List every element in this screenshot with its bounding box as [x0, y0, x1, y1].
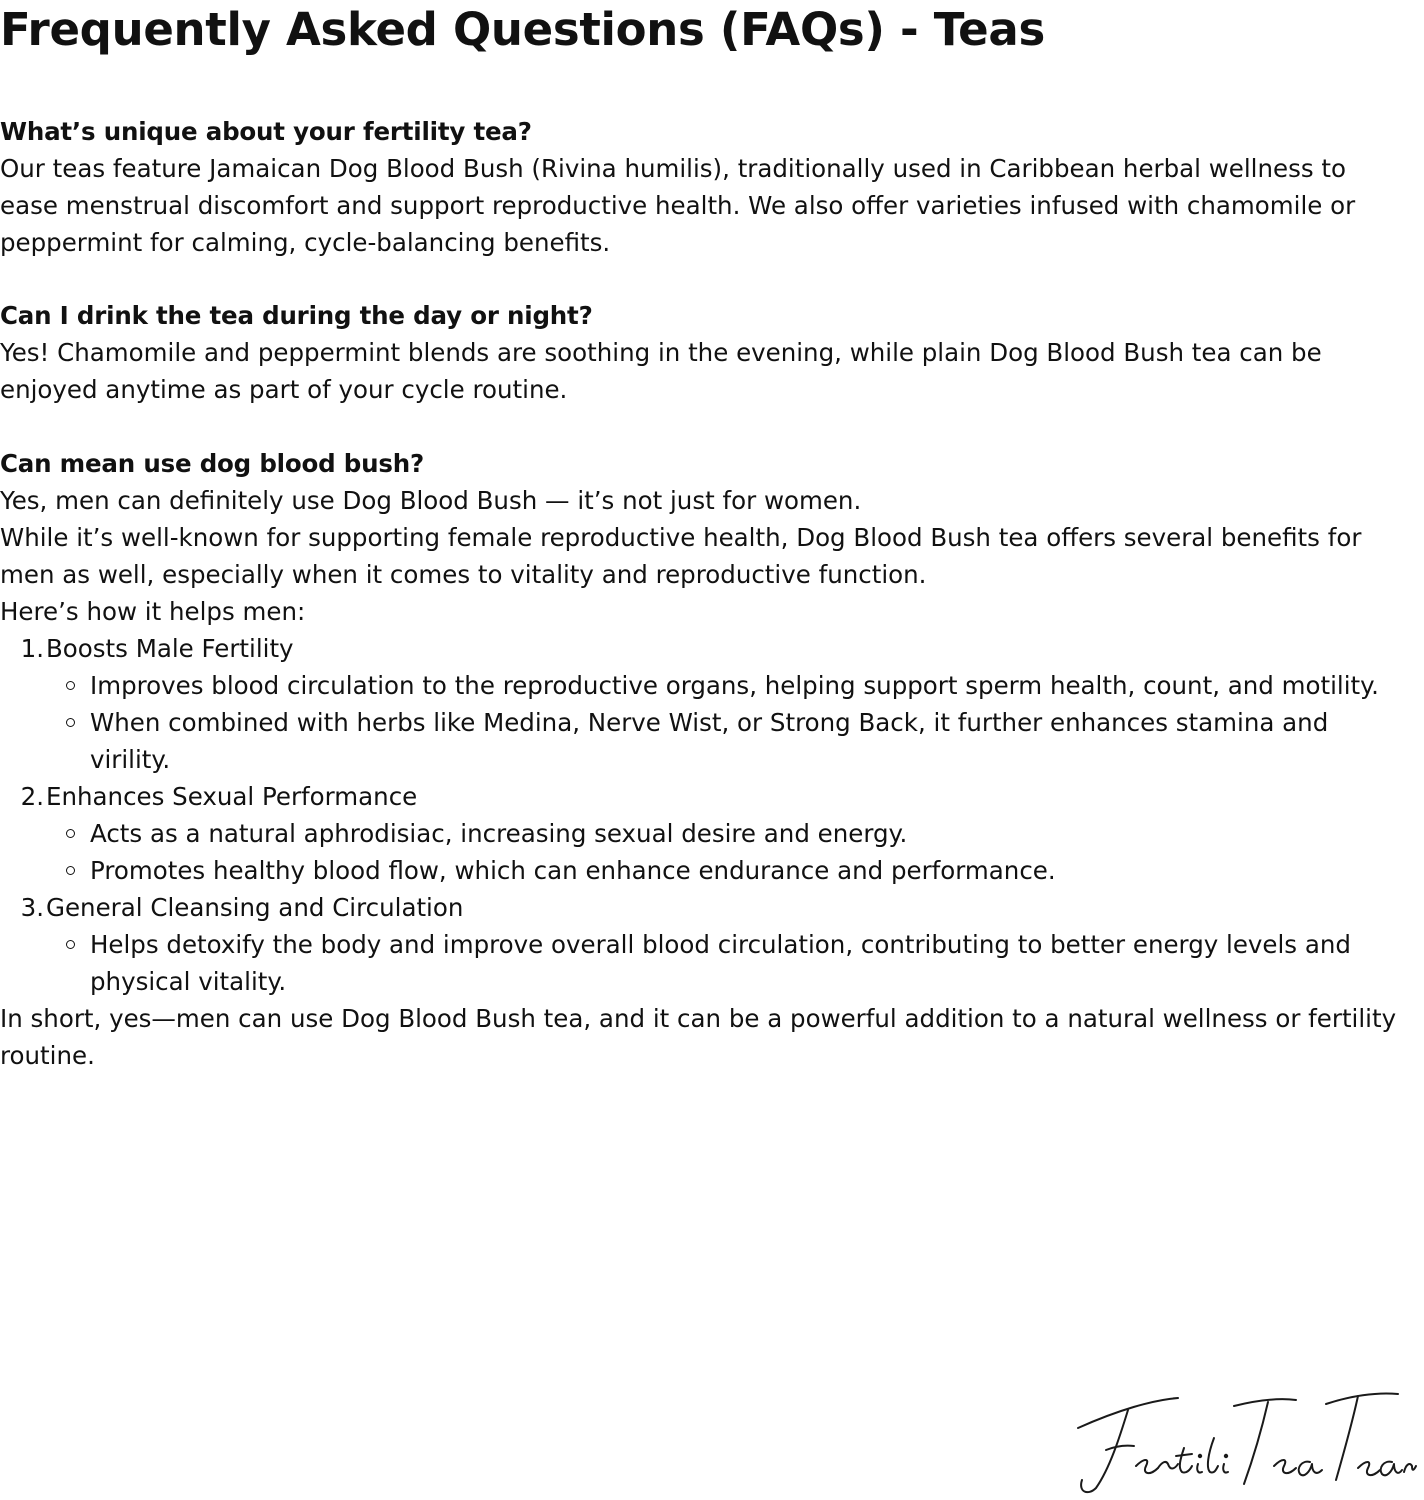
reason-item: [0, 889, 1400, 926]
faq-item-men: [0, 445, 1400, 1074]
reason-title: General Cleansing and Circulation: [46, 893, 464, 922]
reason-point-text: Promotes healthy blood flow, which can enhance endurance and performance.: [90, 856, 1056, 885]
reason-point: [0, 926, 1400, 1000]
page-title: Frequently Asked Questions (FAQs) - Teas: [0, 3, 1045, 56]
circle-bullet-icon: [66, 718, 75, 727]
reason-point: [0, 667, 1400, 704]
reason-number: 1.: [20, 634, 44, 663]
reason-point-text: Helps detoxify the body and improve overall blood circulation, contributing to better energy levels and physical vitality.: [90, 930, 1351, 996]
circle-bullet-icon: [66, 681, 75, 690]
reason-number: 3.: [20, 893, 44, 922]
faq-answer: Yes! Chamomile and peppermint blends are soothing in the evening, while plain Dog Blood Bush tea can be enjoyed anytime as part of your cycle routine.: [0, 338, 1322, 404]
faq-conclusion: In short, yes—men can use Dog Blood Bush tea, and it can be a powerful addition to a natural wellness or fertility routine.: [0, 1004, 1397, 1070]
signature-icon: [1058, 1388, 1418, 1498]
faq-item-unique: [0, 113, 1400, 261]
reason-item: [0, 778, 1400, 815]
circle-bullet-icon: [66, 866, 75, 875]
faq-question: What’s unique about your fertility tea?: [0, 117, 532, 146]
faq-answer-intro: While it’s well-known for supporting female reproductive health, Dog Blood Bush tea offers several benefits for men as well, especially when it comes to vitality and reproductive function.: [0, 523, 1362, 589]
faq-item-day-night: [0, 297, 1400, 408]
faq-answer-intro: Here’s how it helps men:: [0, 597, 306, 626]
reason-point-text: Improves blood circulation to the reproductive organs, helping support sperm health, count, and motility.: [90, 671, 1379, 700]
reason-title: Boosts Male Fertility: [46, 634, 294, 663]
faq-question: Can mean use dog blood bush?: [0, 449, 425, 478]
circle-bullet-icon: [66, 940, 75, 949]
reason-title: Enhances Sexual Performance: [46, 782, 418, 811]
reason-point-text: Acts as a natural aphrodisiac, increasing sexual desire and energy.: [90, 819, 908, 848]
reason-item: [0, 630, 1400, 667]
reason-point-text: When combined with herbs like Medina, Nerve Wist, or Strong Back, it further enhances stamina and virility.: [90, 708, 1329, 774]
faq-answer-intro: Yes, men can definitely use Dog Blood Bush — it’s not just for women.: [0, 486, 862, 515]
reason-point: [0, 704, 1400, 778]
circle-bullet-icon: [66, 829, 75, 838]
reason-point: [0, 852, 1400, 889]
reason-point: [0, 815, 1400, 852]
faq-answer: Our teas feature Jamaican Dog Blood Bush (Rivina humilis), traditionally used in Caribbean herbal wellness to ease menstrual discomfort and support reproductive health. We also offer varieties infused with chamomile or peppermint for calming, cycle-balancing benefits.: [0, 154, 1356, 257]
faq-question: Can I drink the tea during the day or night?: [0, 301, 593, 330]
reason-number: 2.: [20, 782, 44, 811]
